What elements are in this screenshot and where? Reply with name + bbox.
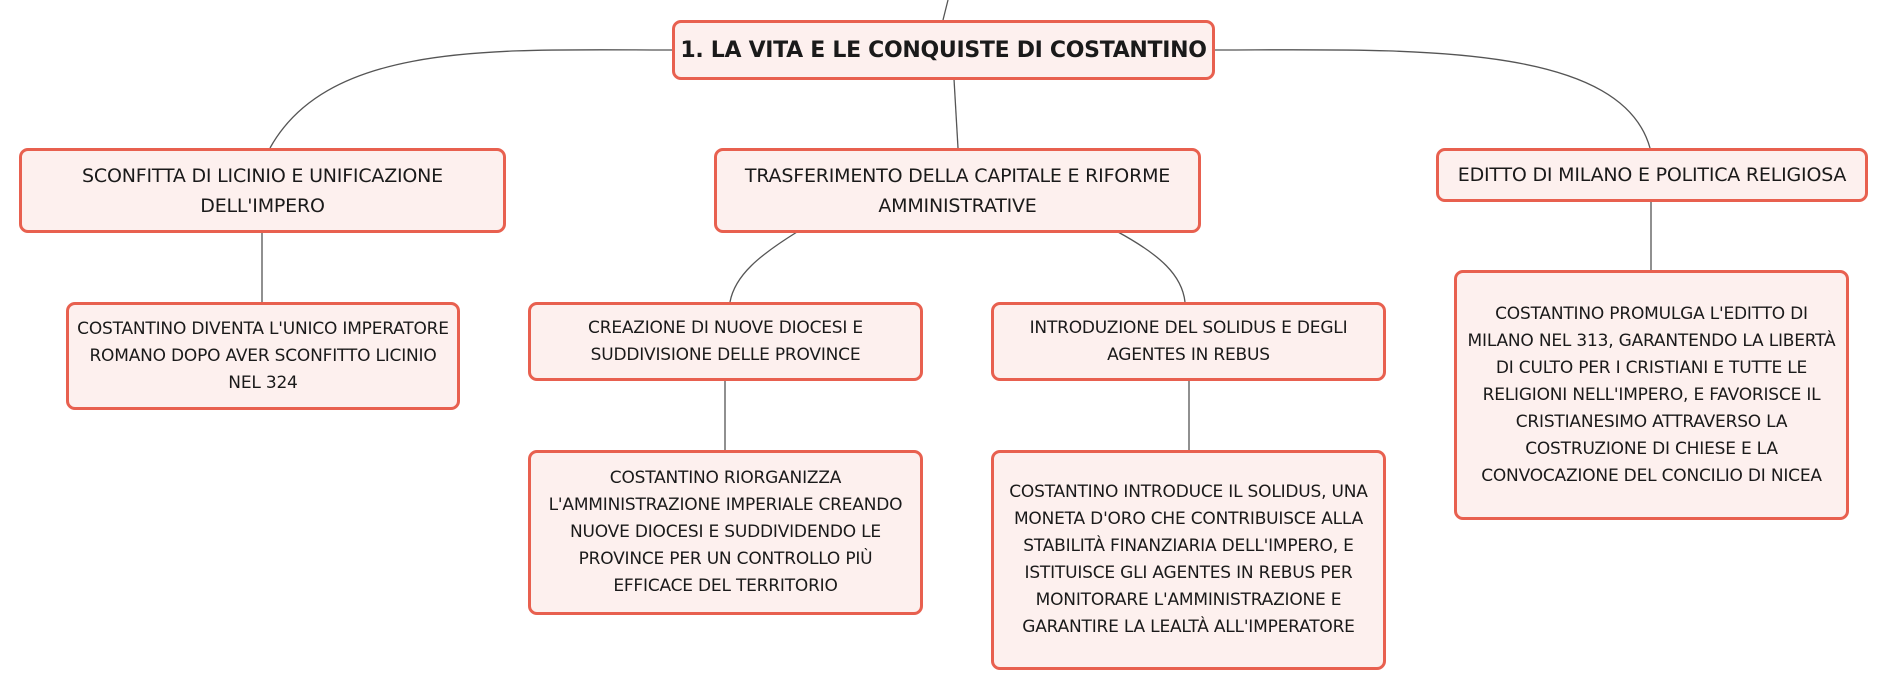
branch-label: SCONFITTA DI LICINIO E UNIFICAZIONE DELL'IMPERO bbox=[82, 164, 443, 217]
connector-from-above bbox=[943, 0, 948, 20]
detail-node-diocesi[interactable] bbox=[528, 450, 923, 615]
branch-node-licinio[interactable] bbox=[19, 148, 506, 233]
connector-root-to-branch-3 bbox=[1212, 50, 1650, 148]
branch-node-editto[interactable] bbox=[1436, 148, 1868, 202]
leaf-text: COSTANTINO DIVENTA L'UNICO IMPERATORE ROMANO DOPO AVER SCONFITTO LICINIO NEL 324 bbox=[77, 318, 449, 393]
root-label: 1. LA VITA E LE CONQUISTE DI COSTANTINO bbox=[680, 37, 1207, 63]
connector-branch-2-to-sub-2 bbox=[1118, 232, 1185, 302]
sub-node-diocesi[interactable] bbox=[528, 302, 923, 381]
connector-root-to-branch-1 bbox=[270, 50, 672, 148]
leaf-node-licinio[interactable] bbox=[66, 302, 460, 410]
branch-label: EDITTO DI MILANO E POLITICA RELIGIOSA bbox=[1457, 164, 1847, 186]
sub-label: CREAZIONE DI NUOVE DIOCESI E SUDDIVISIONE DELLE PROVINCE bbox=[588, 317, 863, 365]
detail-node-solidus[interactable] bbox=[991, 450, 1386, 670]
leaf-text: COSTANTINO PROMULGA L'EDITTO DI MILANO NEL 313, GARANTENDO LA LIBERTÀ DI CULTO PER I CRISTIANI E TUTTE LE RELIGIONI NELL'IMPERO, E FAVORISCE IL CRISTIANESIMO ATTRAVERSO LA COSTRUZIONE DI CHIESE E LA CONVOCAZIONE DEL CONCILIO DI NICEA bbox=[1467, 303, 1836, 486]
connector-root-to-branch-2 bbox=[954, 79, 958, 148]
detail-text: COSTANTINO INTRODUCE IL SOLIDUS, UNA MONETA D'ORO CHE CONTRIBUISCE ALLA STABILITÀ FINANZIARIA DELL'IMPERO, E ISTITUISCE GLI AGENTES IN REBUS PER MONITORARE L'AMMINISTRAZIONE E GARANTIRE LA LEALTÀ ALL'IMPERATORE bbox=[1009, 482, 1368, 637]
sub-label: INTRODUZIONE DEL SOLIDUS E DEGLI AGENTES IN REBUS bbox=[1029, 317, 1348, 365]
branch-label: TRASFERIMENTO DELLA CAPITALE E RIFORME AMMINISTRATIVE bbox=[744, 164, 1171, 217]
branch-node-capitale[interactable] bbox=[714, 148, 1201, 233]
sub-node-solidus[interactable] bbox=[991, 302, 1386, 381]
connector-branch-2-to-sub-1 bbox=[730, 232, 797, 302]
leaf-node-editto[interactable] bbox=[1454, 270, 1849, 520]
root-node[interactable] bbox=[672, 20, 1215, 80]
detail-text: COSTANTINO RIORGANIZZA L'AMMINISTRAZIONE IMPERIALE CREANDO NUOVE DIOCESI E SUDDIVIDENDO LE PROVINCE PER UN CONTROLLO PIÙ EFFICACE DEL TERRITORIO bbox=[548, 468, 903, 596]
